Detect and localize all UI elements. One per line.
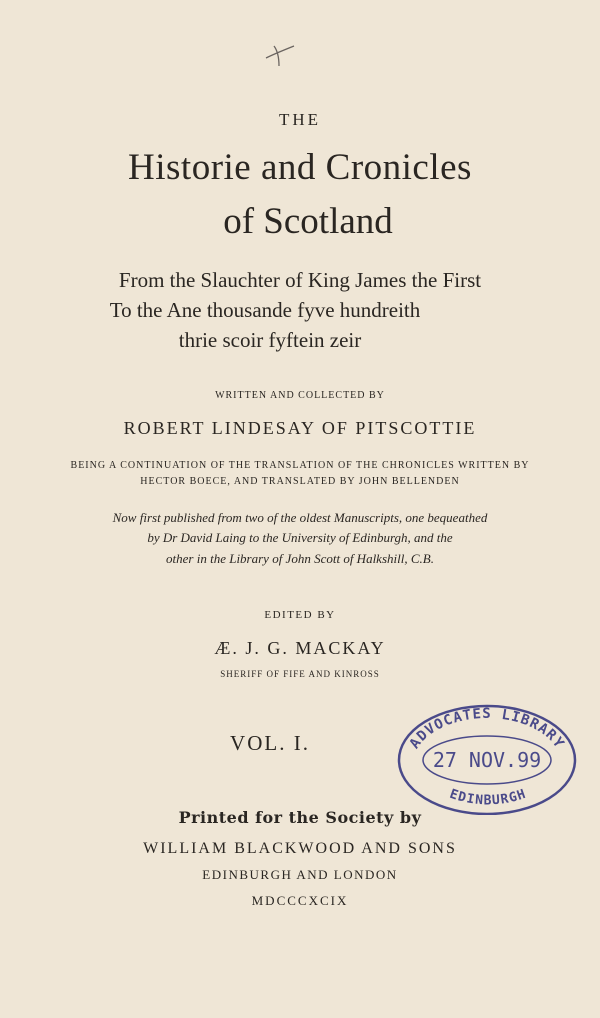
continuation-line-2: HECTOR BOECE, AND TRANSLATED BY JOHN BELLENDEN — [140, 476, 460, 487]
editor-title: SHERIFF OF FIFE AND KINROSS — [220, 669, 380, 679]
printed-for-line: Printed for the Society by — [178, 808, 422, 827]
author-name: ROBERT LINDESAY OF PITSCOTTIE — [123, 418, 477, 438]
publication-place: EDINBURGH AND LONDON — [202, 867, 398, 882]
handwritten-cross-mark — [262, 40, 298, 70]
subtitle-line-2: To the Ane thousande fyve hundreith — [109, 298, 421, 322]
continuation-line-1: BEING A CONTINUATION OF THE TRANSLATION OF THE CHRONICLES WRITTEN BY — [70, 460, 530, 471]
subtitle-line-1: From the Slauchter of King James the First — [118, 268, 482, 292]
editor-name: Æ. J. G. MACKAY — [214, 638, 386, 658]
svg-text:ADVOCATES LIBRARY — [407, 706, 568, 752]
library-stamp — [395, 700, 580, 815]
book-title-line-2: of Scotland — [223, 201, 393, 242]
written-by-label: WRITTEN AND COLLECTED BY — [215, 390, 385, 401]
manuscript-note-line-1: Now first published from two of the oldest Manuscripts, one bequeathed — [112, 510, 488, 525]
manuscript-note-line-2: by Dr David Laing to the University of Edinburgh, and the — [147, 530, 453, 545]
book-title-line-1: Historie and Cronicles — [128, 147, 472, 188]
svg-text:EDINBURGH — [448, 787, 529, 809]
publisher-name: WILLIAM BLACKWOOD AND SONS — [143, 840, 457, 857]
edited-by-label: EDITED BY — [264, 609, 336, 621]
stamp-top-text: ADVOCATES LIBRARY — [406, 706, 568, 752]
manuscript-note-line-3: other in the Library of John Scott of Halkshill, C.B. — [166, 551, 434, 566]
volume-number: VOL. I. — [230, 731, 310, 755]
publication-year: MDCCCXCIX — [251, 893, 349, 908]
stamp-bottom-text: EDINBURGH — [447, 786, 529, 809]
stamp-date: 27 NOV.99 — [432, 748, 542, 772]
title-prefix: THE — [278, 110, 322, 129]
subtitle-line-3: thrie scoir fyftein zeir — [178, 328, 362, 352]
